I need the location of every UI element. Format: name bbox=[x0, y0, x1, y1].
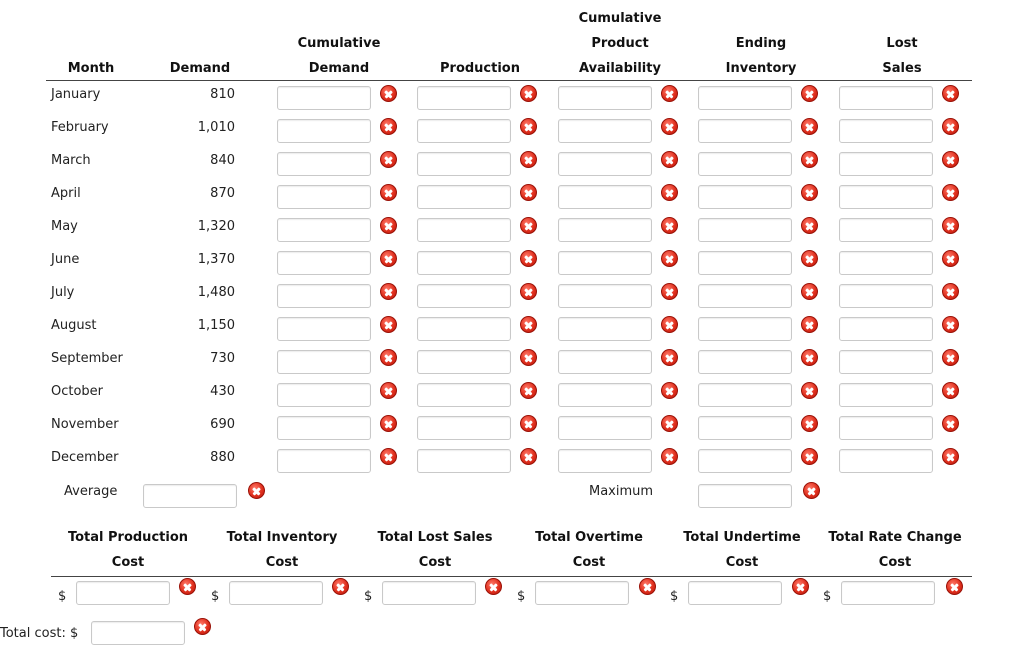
header-lost-sales-2: Sales bbox=[882, 61, 922, 76]
cumulative-availability-input[interactable] bbox=[558, 317, 652, 341]
currency-symbol: $ bbox=[670, 589, 679, 604]
incorrect-x-icon bbox=[661, 118, 678, 135]
incorrect-x-icon bbox=[661, 184, 678, 201]
production-input[interactable] bbox=[417, 86, 511, 110]
cumulative-demand-input[interactable] bbox=[277, 119, 371, 143]
header-demand: Demand bbox=[169, 61, 231, 76]
lost-sales-input[interactable] bbox=[839, 152, 933, 176]
demand-value: 730 bbox=[210, 351, 235, 366]
incorrect-x-icon bbox=[520, 151, 537, 168]
currency-symbol: $ bbox=[823, 589, 832, 604]
cumulative-availability-input[interactable] bbox=[558, 383, 652, 407]
incorrect-x-icon bbox=[801, 151, 818, 168]
incorrect-x-icon bbox=[942, 283, 959, 300]
ending-inventory-input[interactable] bbox=[698, 119, 792, 143]
cumulative-demand-input[interactable] bbox=[277, 152, 371, 176]
cost-header-inventory-2: Cost bbox=[265, 555, 299, 570]
cumulative-demand-input[interactable] bbox=[277, 383, 371, 407]
incorrect-x-icon bbox=[380, 118, 397, 135]
cumulative-availability-input[interactable] bbox=[558, 284, 652, 308]
total-undertime-cost-input[interactable] bbox=[688, 581, 782, 605]
incorrect-x-icon bbox=[801, 448, 818, 465]
incorrect-x-icon bbox=[380, 448, 397, 465]
demand-value: 810 bbox=[210, 87, 235, 102]
production-input[interactable] bbox=[417, 251, 511, 275]
header-ending-inventory-2: Inventory bbox=[725, 61, 797, 76]
month-label: February bbox=[51, 120, 109, 135]
incorrect-x-icon bbox=[380, 283, 397, 300]
production-input[interactable] bbox=[417, 317, 511, 341]
total-cost-label: Total cost: $ bbox=[0, 626, 79, 641]
lost-sales-input[interactable] bbox=[839, 416, 933, 440]
incorrect-x-icon bbox=[520, 448, 537, 465]
incorrect-x-icon bbox=[942, 316, 959, 333]
header-cum-availability-3: Availability bbox=[579, 61, 661, 76]
incorrect-x-icon bbox=[801, 349, 818, 366]
production-input[interactable] bbox=[417, 185, 511, 209]
month-label: July bbox=[51, 285, 75, 300]
cumulative-demand-input[interactable] bbox=[277, 218, 371, 242]
cumulative-availability-input[interactable] bbox=[558, 350, 652, 374]
currency-symbol: $ bbox=[517, 589, 526, 604]
production-input[interactable] bbox=[417, 152, 511, 176]
production-input[interactable] bbox=[417, 416, 511, 440]
month-label: January bbox=[51, 87, 101, 102]
header-cum-availability-1: Cumulative bbox=[578, 11, 662, 26]
cumulative-demand-input[interactable] bbox=[277, 317, 371, 341]
month-label: March bbox=[51, 153, 91, 168]
cumulative-availability-input[interactable] bbox=[558, 119, 652, 143]
header-divider bbox=[46, 80, 972, 81]
incorrect-x-icon bbox=[520, 283, 537, 300]
incorrect-x-icon bbox=[248, 482, 265, 499]
incorrect-x-icon bbox=[179, 578, 196, 595]
month-label: June bbox=[51, 252, 80, 267]
currency-symbol: $ bbox=[211, 589, 220, 604]
incorrect-x-icon bbox=[801, 85, 818, 102]
cost-header-lost-sales-1: Total Lost Sales bbox=[377, 530, 493, 545]
cumulative-demand-input[interactable] bbox=[277, 185, 371, 209]
incorrect-x-icon bbox=[520, 316, 537, 333]
incorrect-x-icon bbox=[661, 85, 678, 102]
demand-value: 430 bbox=[210, 384, 235, 399]
incorrect-x-icon bbox=[792, 578, 809, 595]
month-label: November bbox=[51, 417, 119, 432]
incorrect-x-icon bbox=[639, 578, 656, 595]
cumulative-availability-input[interactable] bbox=[558, 86, 652, 110]
cumulative-availability-input[interactable] bbox=[558, 152, 652, 176]
incorrect-x-icon bbox=[661, 151, 678, 168]
demand-value: 690 bbox=[210, 417, 235, 432]
incorrect-x-icon bbox=[942, 448, 959, 465]
incorrect-x-icon bbox=[942, 217, 959, 234]
incorrect-x-icon bbox=[380, 85, 397, 102]
production-input[interactable] bbox=[417, 218, 511, 242]
cumulative-availability-input[interactable] bbox=[558, 449, 652, 473]
cost-header-overtime-1: Total Overtime bbox=[535, 530, 643, 545]
production-input[interactable] bbox=[417, 350, 511, 374]
incorrect-x-icon bbox=[661, 217, 678, 234]
incorrect-x-icon bbox=[661, 316, 678, 333]
incorrect-x-icon bbox=[801, 382, 818, 399]
cumulative-demand-input[interactable] bbox=[277, 251, 371, 275]
incorrect-x-icon bbox=[942, 85, 959, 102]
lost-sales-input[interactable] bbox=[839, 119, 933, 143]
production-input[interactable] bbox=[417, 449, 511, 473]
incorrect-x-icon bbox=[520, 118, 537, 135]
month-label: September bbox=[51, 351, 123, 366]
demand-value: 1,150 bbox=[197, 318, 235, 333]
incorrect-x-icon bbox=[803, 482, 820, 499]
incorrect-x-icon bbox=[801, 316, 818, 333]
lost-sales-input[interactable] bbox=[839, 86, 933, 110]
incorrect-x-icon bbox=[946, 578, 963, 595]
incorrect-x-icon bbox=[520, 382, 537, 399]
average-input[interactable] bbox=[143, 484, 237, 508]
lost-sales-input[interactable] bbox=[839, 218, 933, 242]
cumulative-demand-input[interactable] bbox=[277, 416, 371, 440]
cumulative-demand-input[interactable] bbox=[277, 350, 371, 374]
ending-inventory-input[interactable] bbox=[698, 317, 792, 341]
ending-inventory-input[interactable] bbox=[698, 218, 792, 242]
lost-sales-input[interactable] bbox=[839, 185, 933, 209]
incorrect-x-icon bbox=[661, 448, 678, 465]
cumulative-availability-input[interactable] bbox=[558, 185, 652, 209]
incorrect-x-icon bbox=[661, 415, 678, 432]
total-inventory-cost-input[interactable] bbox=[229, 581, 323, 605]
cumulative-availability-input[interactable] bbox=[558, 416, 652, 440]
demand-value: 1,010 bbox=[197, 120, 235, 135]
header-production: Production bbox=[440, 61, 520, 76]
incorrect-x-icon bbox=[520, 217, 537, 234]
cost-header-production-1: Total Production bbox=[67, 530, 189, 545]
cost-header-rate-change-1: Total Rate Change bbox=[828, 530, 962, 545]
cumulative-availability-input[interactable] bbox=[558, 218, 652, 242]
demand-value: 880 bbox=[210, 450, 235, 465]
cost-header-inventory-1: Total Inventory bbox=[226, 530, 338, 545]
lost-sales-input[interactable] bbox=[839, 317, 933, 341]
ending-inventory-input[interactable] bbox=[698, 86, 792, 110]
lost-sales-input[interactable] bbox=[839, 350, 933, 374]
month-label: August bbox=[51, 318, 97, 333]
incorrect-x-icon bbox=[520, 415, 537, 432]
incorrect-x-icon bbox=[380, 217, 397, 234]
cost-header-production-2: Cost bbox=[111, 555, 145, 570]
incorrect-x-icon bbox=[380, 349, 397, 366]
month-label: May bbox=[51, 219, 78, 234]
header-cumulative-demand-1: Cumulative bbox=[297, 36, 381, 51]
incorrect-x-icon bbox=[380, 382, 397, 399]
incorrect-x-icon bbox=[942, 382, 959, 399]
cumulative-demand-input[interactable] bbox=[277, 449, 371, 473]
incorrect-x-icon bbox=[520, 85, 537, 102]
header-cumulative-demand-2: Demand bbox=[308, 61, 370, 76]
cost-divider bbox=[51, 576, 972, 577]
incorrect-x-icon bbox=[661, 349, 678, 366]
incorrect-x-icon bbox=[661, 283, 678, 300]
incorrect-x-icon bbox=[942, 118, 959, 135]
cumulative-availability-input[interactable] bbox=[558, 251, 652, 275]
currency-symbol: $ bbox=[58, 589, 67, 604]
header-cum-availability-2: Product bbox=[591, 36, 649, 51]
incorrect-x-icon bbox=[801, 184, 818, 201]
incorrect-x-icon bbox=[380, 316, 397, 333]
incorrect-x-icon bbox=[942, 415, 959, 432]
ending-inventory-input[interactable] bbox=[698, 383, 792, 407]
ending-inventory-input[interactable] bbox=[698, 449, 792, 473]
cost-header-undertime-1: Total Undertime bbox=[683, 530, 801, 545]
incorrect-x-icon bbox=[380, 184, 397, 201]
incorrect-x-icon bbox=[380, 250, 397, 267]
demand-value: 1,320 bbox=[197, 219, 235, 234]
incorrect-x-icon bbox=[661, 382, 678, 399]
incorrect-x-icon bbox=[520, 184, 537, 201]
incorrect-x-icon bbox=[520, 250, 537, 267]
header-month: Month bbox=[67, 61, 115, 76]
total-production-cost-input[interactable] bbox=[76, 581, 170, 605]
demand-value: 1,370 bbox=[197, 252, 235, 267]
lost-sales-input[interactable] bbox=[839, 284, 933, 308]
incorrect-x-icon bbox=[485, 578, 502, 595]
month-label: October bbox=[51, 384, 104, 399]
lost-sales-input[interactable] bbox=[839, 383, 933, 407]
incorrect-x-icon bbox=[801, 250, 818, 267]
header-lost-sales-1: Lost bbox=[886, 36, 918, 51]
demand-value: 870 bbox=[210, 186, 235, 201]
incorrect-x-icon bbox=[942, 250, 959, 267]
total-rate-change-cost-input[interactable] bbox=[841, 581, 935, 605]
cumulative-demand-input[interactable] bbox=[277, 284, 371, 308]
ending-inventory-input[interactable] bbox=[698, 152, 792, 176]
incorrect-x-icon bbox=[942, 151, 959, 168]
lost-sales-input[interactable] bbox=[839, 449, 933, 473]
total-overtime-cost-input[interactable] bbox=[535, 581, 629, 605]
incorrect-x-icon bbox=[801, 217, 818, 234]
production-input[interactable] bbox=[417, 119, 511, 143]
cost-header-lost-sales-2: Cost bbox=[418, 555, 452, 570]
total-lost-sales-cost-input[interactable] bbox=[382, 581, 476, 605]
currency-symbol: $ bbox=[364, 589, 373, 604]
incorrect-x-icon bbox=[942, 349, 959, 366]
incorrect-x-icon bbox=[380, 151, 397, 168]
cumulative-demand-input[interactable] bbox=[277, 86, 371, 110]
average-label: Average bbox=[64, 484, 118, 499]
incorrect-x-icon bbox=[332, 578, 349, 595]
cost-header-undertime-2: Cost bbox=[725, 555, 759, 570]
cost-header-rate-change-2: Cost bbox=[878, 555, 912, 570]
month-label: April bbox=[51, 186, 81, 201]
cost-header-overtime-2: Cost bbox=[572, 555, 606, 570]
incorrect-x-icon bbox=[520, 349, 537, 366]
total-cost-input[interactable] bbox=[91, 621, 185, 645]
ending-inventory-input[interactable] bbox=[698, 350, 792, 374]
incorrect-x-icon bbox=[194, 618, 211, 635]
ending-inventory-input[interactable] bbox=[698, 251, 792, 275]
ending-inventory-input[interactable] bbox=[698, 185, 792, 209]
ending-inventory-input[interactable] bbox=[698, 284, 792, 308]
incorrect-x-icon bbox=[801, 283, 818, 300]
maximum-input[interactable] bbox=[698, 484, 792, 508]
lost-sales-input[interactable] bbox=[839, 251, 933, 275]
incorrect-x-icon bbox=[801, 118, 818, 135]
incorrect-x-icon bbox=[942, 184, 959, 201]
incorrect-x-icon bbox=[380, 415, 397, 432]
maximum-label: Maximum bbox=[589, 484, 654, 499]
incorrect-x-icon bbox=[801, 415, 818, 432]
month-label: December bbox=[51, 450, 119, 465]
header-ending-inventory-1: Ending bbox=[735, 36, 787, 51]
incorrect-x-icon bbox=[661, 250, 678, 267]
production-input[interactable] bbox=[417, 284, 511, 308]
ending-inventory-input[interactable] bbox=[698, 416, 792, 440]
demand-value: 1,480 bbox=[197, 285, 235, 300]
demand-value: 840 bbox=[210, 153, 235, 168]
production-input[interactable] bbox=[417, 383, 511, 407]
